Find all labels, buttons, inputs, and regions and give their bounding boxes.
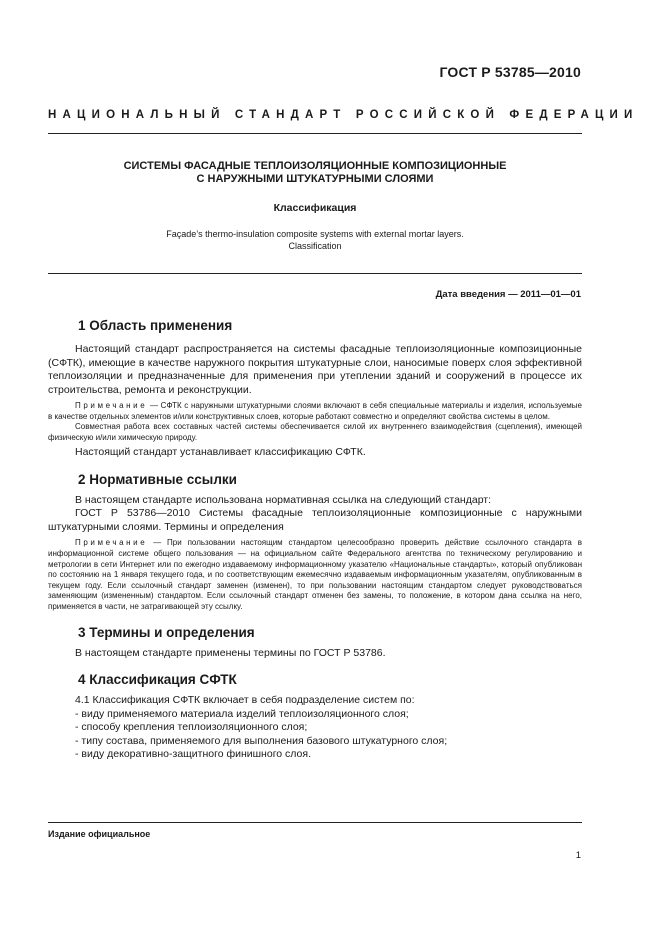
- section-2-note: [48, 538, 582, 612]
- section-2-reference: ГОСТ Р 53786—2010 Системы фасадные теплоизоляционные композиционные с наружными штукатурными слоями. Термины и определения: [48, 507, 582, 533]
- note-text: — При пользовании настоящим стандартом целесообразно проверить действие ссылочного стандарта в информационной системе общего пользования — на официальном сайте Федерального агентства по техническому регулированию и метрологии в сети Интернет или по ежегодно издаваемому информационному указателю «Национальные стандарты», который опубликован по состоянию на 1 января текущего года, и по соответствующим ежемесячно издаваемым информационным указателям, опубликованным в текущем году. Если ссылочный стандарт заменен (изменен), то при пользовании настоящим стандартом следует руководствоваться заменяющим (измененным) стандартом. Если ссылочный стандарт отменен без замены, то положение, в котором дана ссылка на него, применяется в части, не затрагивающей эту ссылку.: [48, 538, 582, 611]
- top-divider: [48, 133, 582, 134]
- list-item: - способу крепления теплоизоляционного слоя;: [75, 721, 308, 734]
- list-item: - виду применяемого материала изделий теплоизоляционного слоя;: [75, 707, 409, 720]
- title-line-1: СИСТЕМЫ ФАСАДНЫЕ ТЕПЛОИЗОЛЯЦИОННЫЕ КОМПОЗИЦИОННЫЕ: [123, 160, 507, 172]
- section-3-heading: 3 Термины и определения: [78, 624, 255, 640]
- page-number: 1: [575, 850, 581, 861]
- section-4-heading: 4 Классификация СФТК: [78, 672, 237, 688]
- section-4-intro: 4.1 Классификация СФТК включает в себя подразделение систем по:: [75, 694, 415, 707]
- section-1-heading: 1 Область применения: [78, 318, 233, 333]
- national-standard-banner: НАЦИОНАЛЬНЫЙ СТАНДАРТ РОССИЙСКОЙ ФЕДЕРАЦИИ: [48, 109, 639, 121]
- section-1-paragraph: Настоящий стандарт распространяется на системы фасадные теплоизоляционные композиционные (СФТК), имеющие в качестве наружного покрытия штукатурные слои, наносимые поверх слоя эффективной теплоизоляции и предназначенные для применения при утеплении зданий и сооружений в процессе их строительства, ремонта и реконструкции.: [48, 343, 582, 396]
- title-line-2: С НАРУЖНЫМИ ШТУКАТУРНЫМИ СЛОЯМИ: [196, 173, 434, 185]
- gost-code: ГОСТ Р 53785—2010: [439, 64, 581, 80]
- list-item: - виду декоративно-защитного финишного слоя.: [75, 748, 311, 761]
- section-3-paragraph: В настоящем стандарте применены термины по ГОСТ Р 53786.: [75, 646, 386, 659]
- document-subtitle: Классификация: [273, 202, 357, 214]
- note-label: Примечание: [75, 401, 148, 410]
- section-1-note-continuation: Совместная работа всех составных частей системы обеспечивается силой их внутреннего взаимодействия (сцепления), имеющей физическую и/или химическую природу.: [48, 422, 582, 442]
- section-1-note: [48, 401, 582, 422]
- section-2-heading: 2 Нормативные ссылки: [78, 471, 237, 487]
- note-label: Примечание: [75, 538, 148, 548]
- section-2-paragraph: В настоящем стандарте использована нормативная ссылка на следующий стандарт:: [75, 493, 492, 506]
- english-title: [48, 228, 582, 252]
- section-1-paragraph-2: Настоящий стандарт устанавливает классификацию СФТК.: [75, 446, 366, 459]
- footer-divider: [48, 822, 582, 823]
- english-title-line-1: Façade’s thermo-insulation composite systems with external mortar layers.: [166, 229, 464, 239]
- list-item: - типу состава, применяемого для выполнения базового штукатурного слоя;: [75, 734, 448, 747]
- official-edition-label: Издание официальное: [48, 829, 151, 839]
- document-title: [48, 160, 582, 186]
- main-content: [48, 318, 582, 762]
- date-of-introduction: Дата введения — 2011—01—01: [435, 289, 581, 300]
- middle-divider: [48, 273, 582, 274]
- english-title-line-2: Classification: [288, 241, 342, 251]
- note-text: — СФТК с наружными штукатурными слоями включают в себя специальные материалы и изделия, используемые в качестве отдельных элементов и/или конструктивных слоев, которые работают совместно и определяют свойства системы в целом.: [48, 401, 583, 421]
